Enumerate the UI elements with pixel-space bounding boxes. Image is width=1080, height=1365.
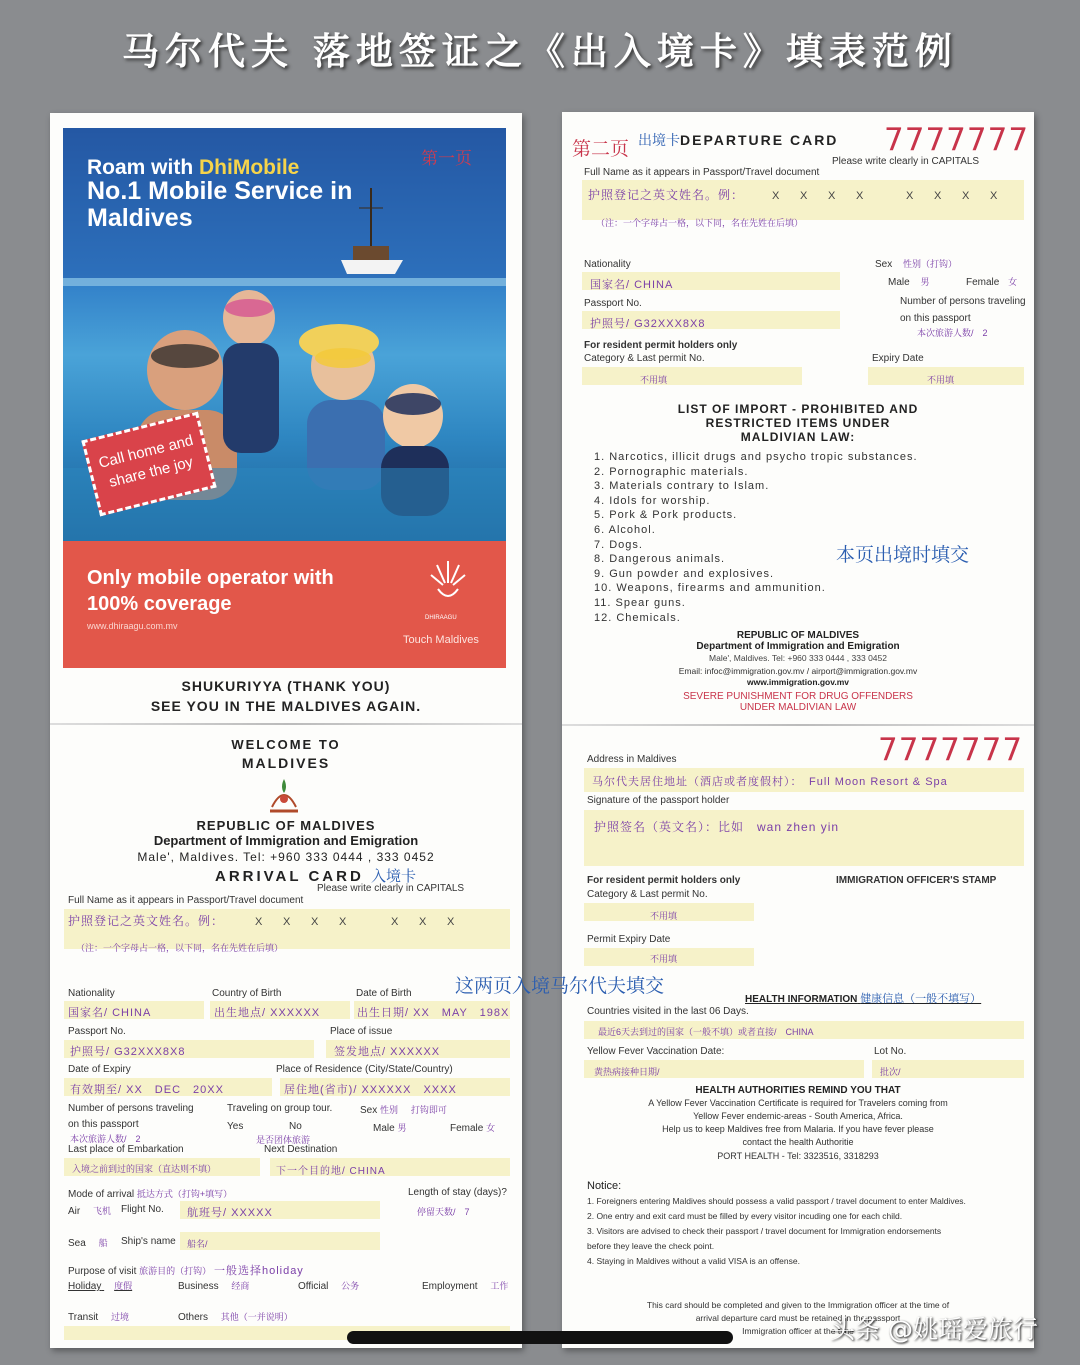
category-field-right[interactable] xyxy=(582,367,802,385)
notice-line: before they leave the check point. xyxy=(587,1241,715,1251)
group-note: 是否团体旅游 xyxy=(256,1135,311,1145)
ship-name-field[interactable] xyxy=(180,1232,380,1250)
list-item: 1. Narcotics, illicit drugs and psycho tropic substances. xyxy=(594,451,918,463)
scroll-indicator[interactable] xyxy=(347,1331,733,1344)
footer-line: arrival departure card must be retained in the passport xyxy=(695,1313,901,1323)
health-line: contact the health Authoritie xyxy=(742,1137,854,1147)
fullname-letter-boxes: X X X X X X X xyxy=(255,916,455,928)
prohibited-list-title-2: RESTRICTED ITEMS UNDER xyxy=(705,416,891,430)
purpose-label: Purpose of visit 旅游目的（打钩） 一般选择holiday xyxy=(68,1265,304,1277)
category-label-right-2: Category & Last permit No. xyxy=(587,889,708,900)
toutiao-watermark: 头条 @姚瑶爱旅行 xyxy=(830,1315,1038,1344)
capitals-instruction-right: Please write clearly in CAPITALS xyxy=(832,156,980,167)
department-heading-right: Department of Immigration and Emigration xyxy=(696,641,900,652)
advert-subheadline: No.1 Mobile Service in Maldives xyxy=(87,177,353,232)
ship-name-value: 船名/ xyxy=(187,1239,208,1249)
health-line: Yellow Fever endemic-areas - South America, Africa. xyxy=(693,1111,903,1121)
sex-female-option-right[interactable]: Female 女 xyxy=(966,277,1018,288)
footer-line: This card should be completed and given to the Immigration officer at the time of xyxy=(646,1300,950,1310)
yellow-fever-value: 黄热病接种日期/ xyxy=(594,1067,660,1077)
advert-brand: DhiMobile xyxy=(199,156,300,179)
prohibited-items-list xyxy=(594,450,918,625)
nationality-label: Nationality xyxy=(68,988,115,999)
list-item: 9. Gun powder and explosives. xyxy=(594,567,775,580)
fullname-value-right: 护照登记之英文姓名。例： xyxy=(588,188,745,202)
footer-line: Immigration officer at the time xyxy=(742,1326,854,1336)
advert-headline: Roam with DhiMobile xyxy=(87,156,300,179)
advert-tagline: Only mobile operator with 100% coverage xyxy=(87,567,334,615)
expiry-value-right: 不用填 xyxy=(927,375,955,385)
list-item: 4. Idols for worship. xyxy=(594,494,711,507)
lot-number-label: Lot No. xyxy=(874,1046,907,1057)
dhiraagu-logo-icon xyxy=(423,553,473,623)
country-of-birth-label: Country of Birth xyxy=(212,988,282,999)
nationality-label-right: Nationality xyxy=(584,259,631,270)
svg-text:DHIRAAGU: DHIRAAGU xyxy=(425,615,457,621)
call-home-stamp: Call home and share the joy xyxy=(81,412,216,517)
republic-heading: REPUBLIC OF MALDIVES xyxy=(196,818,376,833)
persons-note: 本次旅游人数/ 2 xyxy=(70,1134,141,1144)
passport-label: Passport No. xyxy=(68,1026,126,1037)
embarkation-value: 入境之前到过的国家（直达则不填） xyxy=(72,1164,217,1174)
countries-visited-value: 最近6天去到过的国家（一般不填）或者直接/ CHINA xyxy=(598,1027,814,1037)
persons-label-2-right: on this passport xyxy=(900,313,971,324)
notice-line: 2. One entry and exit card must be filled by every visitor incuding one for each child. xyxy=(587,1211,903,1221)
list-item: 5. Pork & Pork products. xyxy=(594,509,738,522)
departure-card-title: 出境卡DEPARTURE CARD xyxy=(638,132,839,148)
departure-card-number-2: 7777777 xyxy=(878,732,1024,768)
fullname-label: Full Name as it appears in Passport/Travel document xyxy=(68,895,304,906)
resident-label-right: For resident permit holders only xyxy=(584,340,738,351)
page-one-label: 第一页 xyxy=(421,149,472,168)
sex-male-option-right[interactable]: Male 男 xyxy=(888,277,930,288)
permit-expiry-label: Permit Expiry Date xyxy=(587,934,671,945)
residence-value: 居住地(省市)/ XXXXXX XXXX xyxy=(284,1084,457,1096)
capitals-instruction: Please write clearly in CAPITALS xyxy=(317,883,465,894)
list-item: 7. Dogs. xyxy=(594,538,643,551)
drug-warning-1: SEVERE PUNISHMENT FOR DRUG OFFENDERS xyxy=(683,691,913,702)
advert-url: www.dhiraagu.com.mv xyxy=(87,621,178,631)
notice-line: 4. Staying in Maldives without a valid VISA is an offense. xyxy=(587,1256,800,1266)
fullname-value: 护照登记之英文姓名。例： xyxy=(68,914,225,928)
group-yes-option[interactable]: Yes xyxy=(227,1121,244,1132)
category-value-right: 不用填 xyxy=(640,375,668,385)
welcome-line: WELCOME TO xyxy=(231,737,341,752)
arrival-submit-annotation: 这两页入境马尔代夫填交 xyxy=(455,975,665,997)
health-line: Help us to keep Maldives free from Malaria. If you have fever please xyxy=(662,1124,934,1134)
department-address-right: Male', Maldives. Tel: +960 333 0444 , 333 0452 xyxy=(709,653,887,663)
touch-maldives-text: Touch Maldives xyxy=(403,634,479,646)
list-item: 6. Alcohol. xyxy=(594,523,656,536)
others-option[interactable]: Others 其他（一并说明） xyxy=(178,1312,293,1323)
passport-label-right: Passport No. xyxy=(584,298,642,309)
department-website: www.immigration.gov.mv xyxy=(746,677,849,687)
sex-female-option[interactable]: Female 女 xyxy=(450,1123,496,1134)
maldives-line: MALDIVES xyxy=(241,755,331,771)
residence-label: Place of Residence (City/State/Country) xyxy=(276,1064,453,1075)
nationality-value-right: 国家名/ CHINA xyxy=(590,279,674,291)
prohibited-list-title-3: MALDIVIAN LAW: xyxy=(740,430,856,444)
resident-label-right-2: For resident permit holders only xyxy=(587,875,741,886)
next-destination-label: Next Destination xyxy=(264,1144,338,1155)
address-label: Address in Maldives xyxy=(587,754,677,765)
arrival-mode-label: Mode of arrival 抵达方式（打钩+填写） xyxy=(68,1189,233,1200)
prohibited-list-title-1: LIST OF IMPORT - PROHIBITED AND xyxy=(677,402,919,416)
department-heading: Department of Immigration and Emigration xyxy=(153,833,419,848)
page-two-label: 第二页 xyxy=(572,138,630,160)
passport-value: 护照号/ G32XXX8X8 xyxy=(70,1046,186,1058)
next-destination-value: 下一个目的地/ CHINA xyxy=(276,1166,386,1177)
employment-option[interactable]: Employment 工作 xyxy=(422,1281,509,1292)
lot-number-value: 批次/ xyxy=(880,1067,901,1077)
fullname-label-right: Full Name as it appears in Passport/Travel document xyxy=(584,167,820,178)
departure-submit-annotation: 本页出境时填交 xyxy=(836,544,970,566)
purpose-hint: 一般选择holiday xyxy=(213,1265,304,1277)
notice-line: 3. Visitors are advised to check their passport / travel document for Immigration endorsements xyxy=(587,1226,942,1236)
length-of-stay-label: Length of stay (days)? xyxy=(408,1187,507,1198)
air-option[interactable]: Air 飞机 xyxy=(68,1206,112,1217)
sex-label: Sex 性别 打钩即可 xyxy=(360,1105,447,1116)
flight-number-value: 航班号/ XXXXX xyxy=(187,1207,273,1219)
expiry-value: 有效期至/ XX DEC 20XX xyxy=(70,1084,224,1096)
fullname-note-right: （注：一个字母占一格，以下同，名在先姓在后填） xyxy=(596,218,804,228)
list-item: 2. Pornographic materials. xyxy=(594,465,749,478)
countries-visited-label: Countries visited in the last 06 Days. xyxy=(587,1006,749,1017)
persons-label-right: Number of persons traveling xyxy=(900,296,1026,307)
dhimobile-advert xyxy=(63,128,506,668)
place-of-issue-label: Place of issue xyxy=(330,1026,393,1037)
see-you-line: SEE YOU IN THE MALDIVES AGAIN. xyxy=(150,698,422,714)
list-item: 11. Spear guns. xyxy=(594,596,686,609)
title-bar xyxy=(0,0,1080,95)
list-item: 10. Weapons, firearms and ammunition. xyxy=(594,582,826,595)
passport-value-right: 护照号/ G32XXX8X8 xyxy=(590,318,706,330)
notice-title: Notice: xyxy=(587,1180,622,1192)
notice-line: 1. Foreigners entering Maldives should possess a valid passport / travel document to enter Maldives. xyxy=(587,1196,966,1206)
business-option[interactable]: Business 经商 xyxy=(178,1281,250,1292)
ship-name-label: Ship's name xyxy=(121,1236,176,1247)
date-of-birth-label: Date of Birth xyxy=(356,988,412,999)
signature-value: 护照签名（英文名）：比如 wan zhen yin xyxy=(594,820,840,834)
transit-option[interactable]: Transit 过境 xyxy=(68,1312,129,1323)
immigration-stamp-label: IMMIGRATION OFFICER'S STAMP xyxy=(836,875,997,886)
fullname-note: （注：一个字母占一格，以下同，名在先姓在后填） xyxy=(76,943,284,953)
arrival-card-title: ARRIVAL CARD 入境卡 xyxy=(215,868,416,885)
sex-label-right: Sex 性别（打钩） xyxy=(875,259,958,270)
persons-note-right: 本次旅游人数/ 2 xyxy=(917,328,988,338)
thank-you-line: SHUKURIYYA (THANK YOU) xyxy=(181,678,391,694)
expiry-label: Date of Expiry xyxy=(68,1064,131,1075)
category-label-right: Category & Last permit No. xyxy=(584,353,705,364)
embarkation-label: Last place of Embarkation xyxy=(68,1144,184,1155)
sea-option[interactable]: Sea 船 xyxy=(68,1238,108,1249)
departure-card-number: 7777777 xyxy=(884,122,1030,158)
list-item: 8. Dangerous animals. xyxy=(594,553,726,566)
departure-card-sheet xyxy=(562,112,1034,1348)
page-title: 马尔代夫 落地签证之《出入境卡》填表范例 xyxy=(122,29,958,73)
arrival-card-sheet xyxy=(50,113,522,1348)
place-of-issue-value: 签发地点/ XXXXXX xyxy=(334,1046,441,1058)
persons-label-2: on this passport xyxy=(68,1119,139,1130)
list-item: 12. Chemicals. xyxy=(594,611,681,624)
category-value-right-2: 不用填 xyxy=(650,911,678,921)
health-remind-heading: HEALTH AUTHORITIES REMIND YOU THAT xyxy=(695,1085,901,1096)
republic-heading-right: REPUBLIC OF MALDIVES xyxy=(736,630,860,641)
expiry-label-right: Expiry Date xyxy=(872,353,924,364)
official-option[interactable]: Official 公务 xyxy=(298,1281,360,1292)
page-fold-right xyxy=(562,724,1034,726)
permit-expiry-value: 不用填 xyxy=(650,954,678,964)
department-email: Email: infoc@immigration.gov.mv / airport@immigration.gov.mv xyxy=(678,666,918,676)
country-of-birth-value: 出生地点/ XXXXXX xyxy=(214,1007,321,1019)
group-no-option[interactable]: No xyxy=(289,1121,302,1132)
health-info-title: HEALTH INFORMATION 健康信息（一般不填写） xyxy=(745,993,982,1005)
maldives-emblem-icon xyxy=(266,777,302,820)
department-address: Male', Maldives. Tel: +960 333 0444 , 333 0452 xyxy=(137,850,435,864)
drug-warning-2: UNDER MALDIVIAN LAW xyxy=(739,702,857,713)
page-fold xyxy=(50,723,522,725)
sex-male-option[interactable]: Male 男 xyxy=(373,1123,407,1134)
persons-label: Number of persons traveling xyxy=(68,1103,194,1114)
length-of-stay-value: 停留天数/ 7 xyxy=(417,1207,470,1217)
flight-number-label: Flight No. xyxy=(121,1204,164,1215)
signature-label: Signature of the passport holder xyxy=(587,795,730,806)
nationality-value: 国家名/ CHINA xyxy=(68,1007,152,1019)
holiday-option[interactable]: Holiday 度假 xyxy=(68,1281,133,1292)
health-line: A Yellow Fever Vaccination Certificate is required for Travelers coming from xyxy=(648,1098,948,1108)
group-tour-label: Traveling on group tour. xyxy=(227,1103,333,1114)
health-line: PORT HEALTH - Tel: 3323516, 3318293 xyxy=(717,1151,879,1161)
address-value: 马尔代夫居住地址（酒店或者度假村）： Full Moon Resort & Spa xyxy=(592,776,948,788)
yellow-fever-label: Yellow Fever Vaccination Date: xyxy=(587,1046,725,1057)
list-item: 3. Materials contrary to Islam. xyxy=(594,480,770,493)
fullname-letter-boxes-right: X X X X X X X X xyxy=(772,190,998,202)
date-of-birth-value: 出生日期/ XX MAY 198X xyxy=(357,1007,510,1019)
